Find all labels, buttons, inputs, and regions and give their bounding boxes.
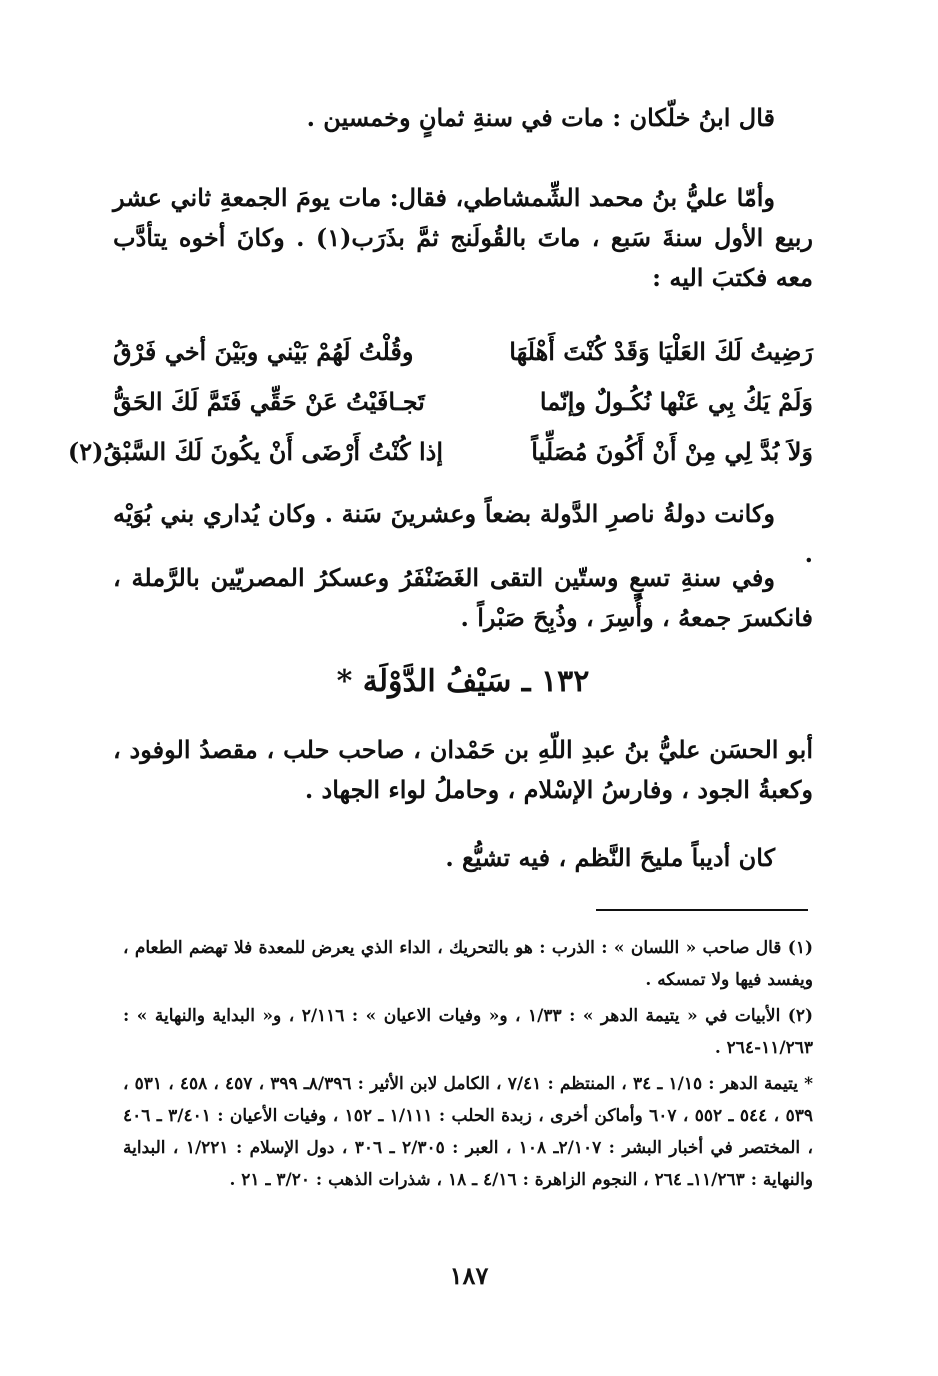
paragraph-nasir-dawla: وكانت دولةُ ناصرِ الدَّولة بضعاً وعشرينَ سَنة . وكان يُداري بني بُوَيْه . [113, 499, 813, 568]
verse-line [113, 326, 813, 378]
paragraph-sayf-dawla-intro: أبو الحسَن عليُّ بنُ عبدِ اللّهِ بن حَمْدان ، صاحب حلب ، مقصدُ الوفود ، وكعبةُ الجود ، وفارسُ الإسْلام ، وحاملُ لواء الجهاد . [113, 735, 813, 804]
paragraph-ramla-battle: وفي سنةِ تسعٍ وستّين التقى الغَضَنْفَرُ وعسكرُ المصريّين بالرَّملة ، فانكسرَ جمعهُ ، وأُسِرَ ، وذُبِحَ صَبْراً . [113, 563, 813, 632]
footnote-divider [596, 909, 808, 911]
verse-second-hemistich: إذا كُنْتُ أَرْضَى أَنْ يكُونَ لَكَ السَّبْقُ(٢) [67, 437, 443, 466]
verse-first-hemistich: وَلَمْ يَكُ بِي عَنْها نُكُـولٌ وإنّما [539, 387, 813, 416]
paragraph-shimshati: وأمّا عليُّ بنُ محمد الشِّمشاطي، فقال: مات يومَ الجمعةِ ثاني عشر ربيع الأول سنةَ سَبع ، ماتَ بالقُولَنج ثمَّ بذَرَب(١) . وكانَ أخوه يتأدَّب معه فكتبَ اليه : [113, 183, 813, 292]
verse-line [67, 426, 813, 478]
footnote-2: (٢) الأبيات في « يتيمة الدهر » : ١/٣٣ ، و« وفيات الاعيان » : ٢/١١٦ ، و« البداية والنهاية » : ١١/٢٦٣-٢٦٤ . [123, 1006, 814, 1058]
verse-first-hemistich: رَضِيتُ لَكَ العَلْيَا وَقَدْ كُنْتَ أَهْلَهَا [509, 337, 813, 366]
footnote-1: (١) قال صاحب « اللسان » : الذرب : هو بالتحريك ، الداء الذي يعرض للمعدة فلا تهضم الطعام ، ويفسد فيها ولا تمسكه . [123, 938, 813, 990]
entry-heading: ١٣٢ ـ سَيْفُ الدَّوْلَة * [336, 664, 590, 699]
footnote-sources: * يتيمة الدهر : ١/١٥ ـ ٣٤ ، المنتظم : ٧/٤١ ، الكامل لابن الأثير : ٨/٣٩٦ـ ٣٩٩ ، ٤٥٧ ، ٤٥٨ ، ٥٣١ ، ٥٣٩ ، ٥٤٤ ـ ٥٥٢ ، ٦٠٧ وأماكن أخرى ، زبدة الحلب : ١/١١١ ـ ١٥٢ ، وفيات الأعيان : ٣/٤٠١ ـ ٤٠٦ ، المختصر في أخبار البشر : ٢/١٠٧ـ ١٠٨ ، العبر : ٢/٣٠٥ ـ ٣٠٦ ، دول الإسلام : ١/٢٢١ ، البداية والنهاية : ١١/٢٦٣ـ ٢٦٤ ، النجوم الزاهرة : ٤/١٦ ـ ١٨ ، شذرات الذهب : ٣/٢٠ ـ ٢١ . [123, 1074, 813, 1190]
paragraph-ibn-khallikan: قال ابنُ خلّكان : مات في سنةِ ثمانٍ وخمسين . [306, 103, 775, 132]
verse-second-hemistich: تَجـافَيْتُ عَنْ حَقِّي فَتَمَّ لَكَ الحَقُّ [113, 387, 425, 416]
paragraph-sayf-dawla-poetry: كان أديباً مليحَ النَّظم ، فيه تشيُّع . [445, 843, 775, 872]
verse-first-hemistich: وَلاَ بُدَّ لِي مِنْ أَنْ أَكُونَ مُصَلِّياً [531, 437, 813, 466]
verse-line [113, 376, 813, 428]
page-number: ١٨٧ [449, 1261, 489, 1290]
verse-second-hemistich: وقُلْتُ لَهُمْ بَيْني وبَيْنَ أخي فَرْقُ [113, 337, 414, 366]
